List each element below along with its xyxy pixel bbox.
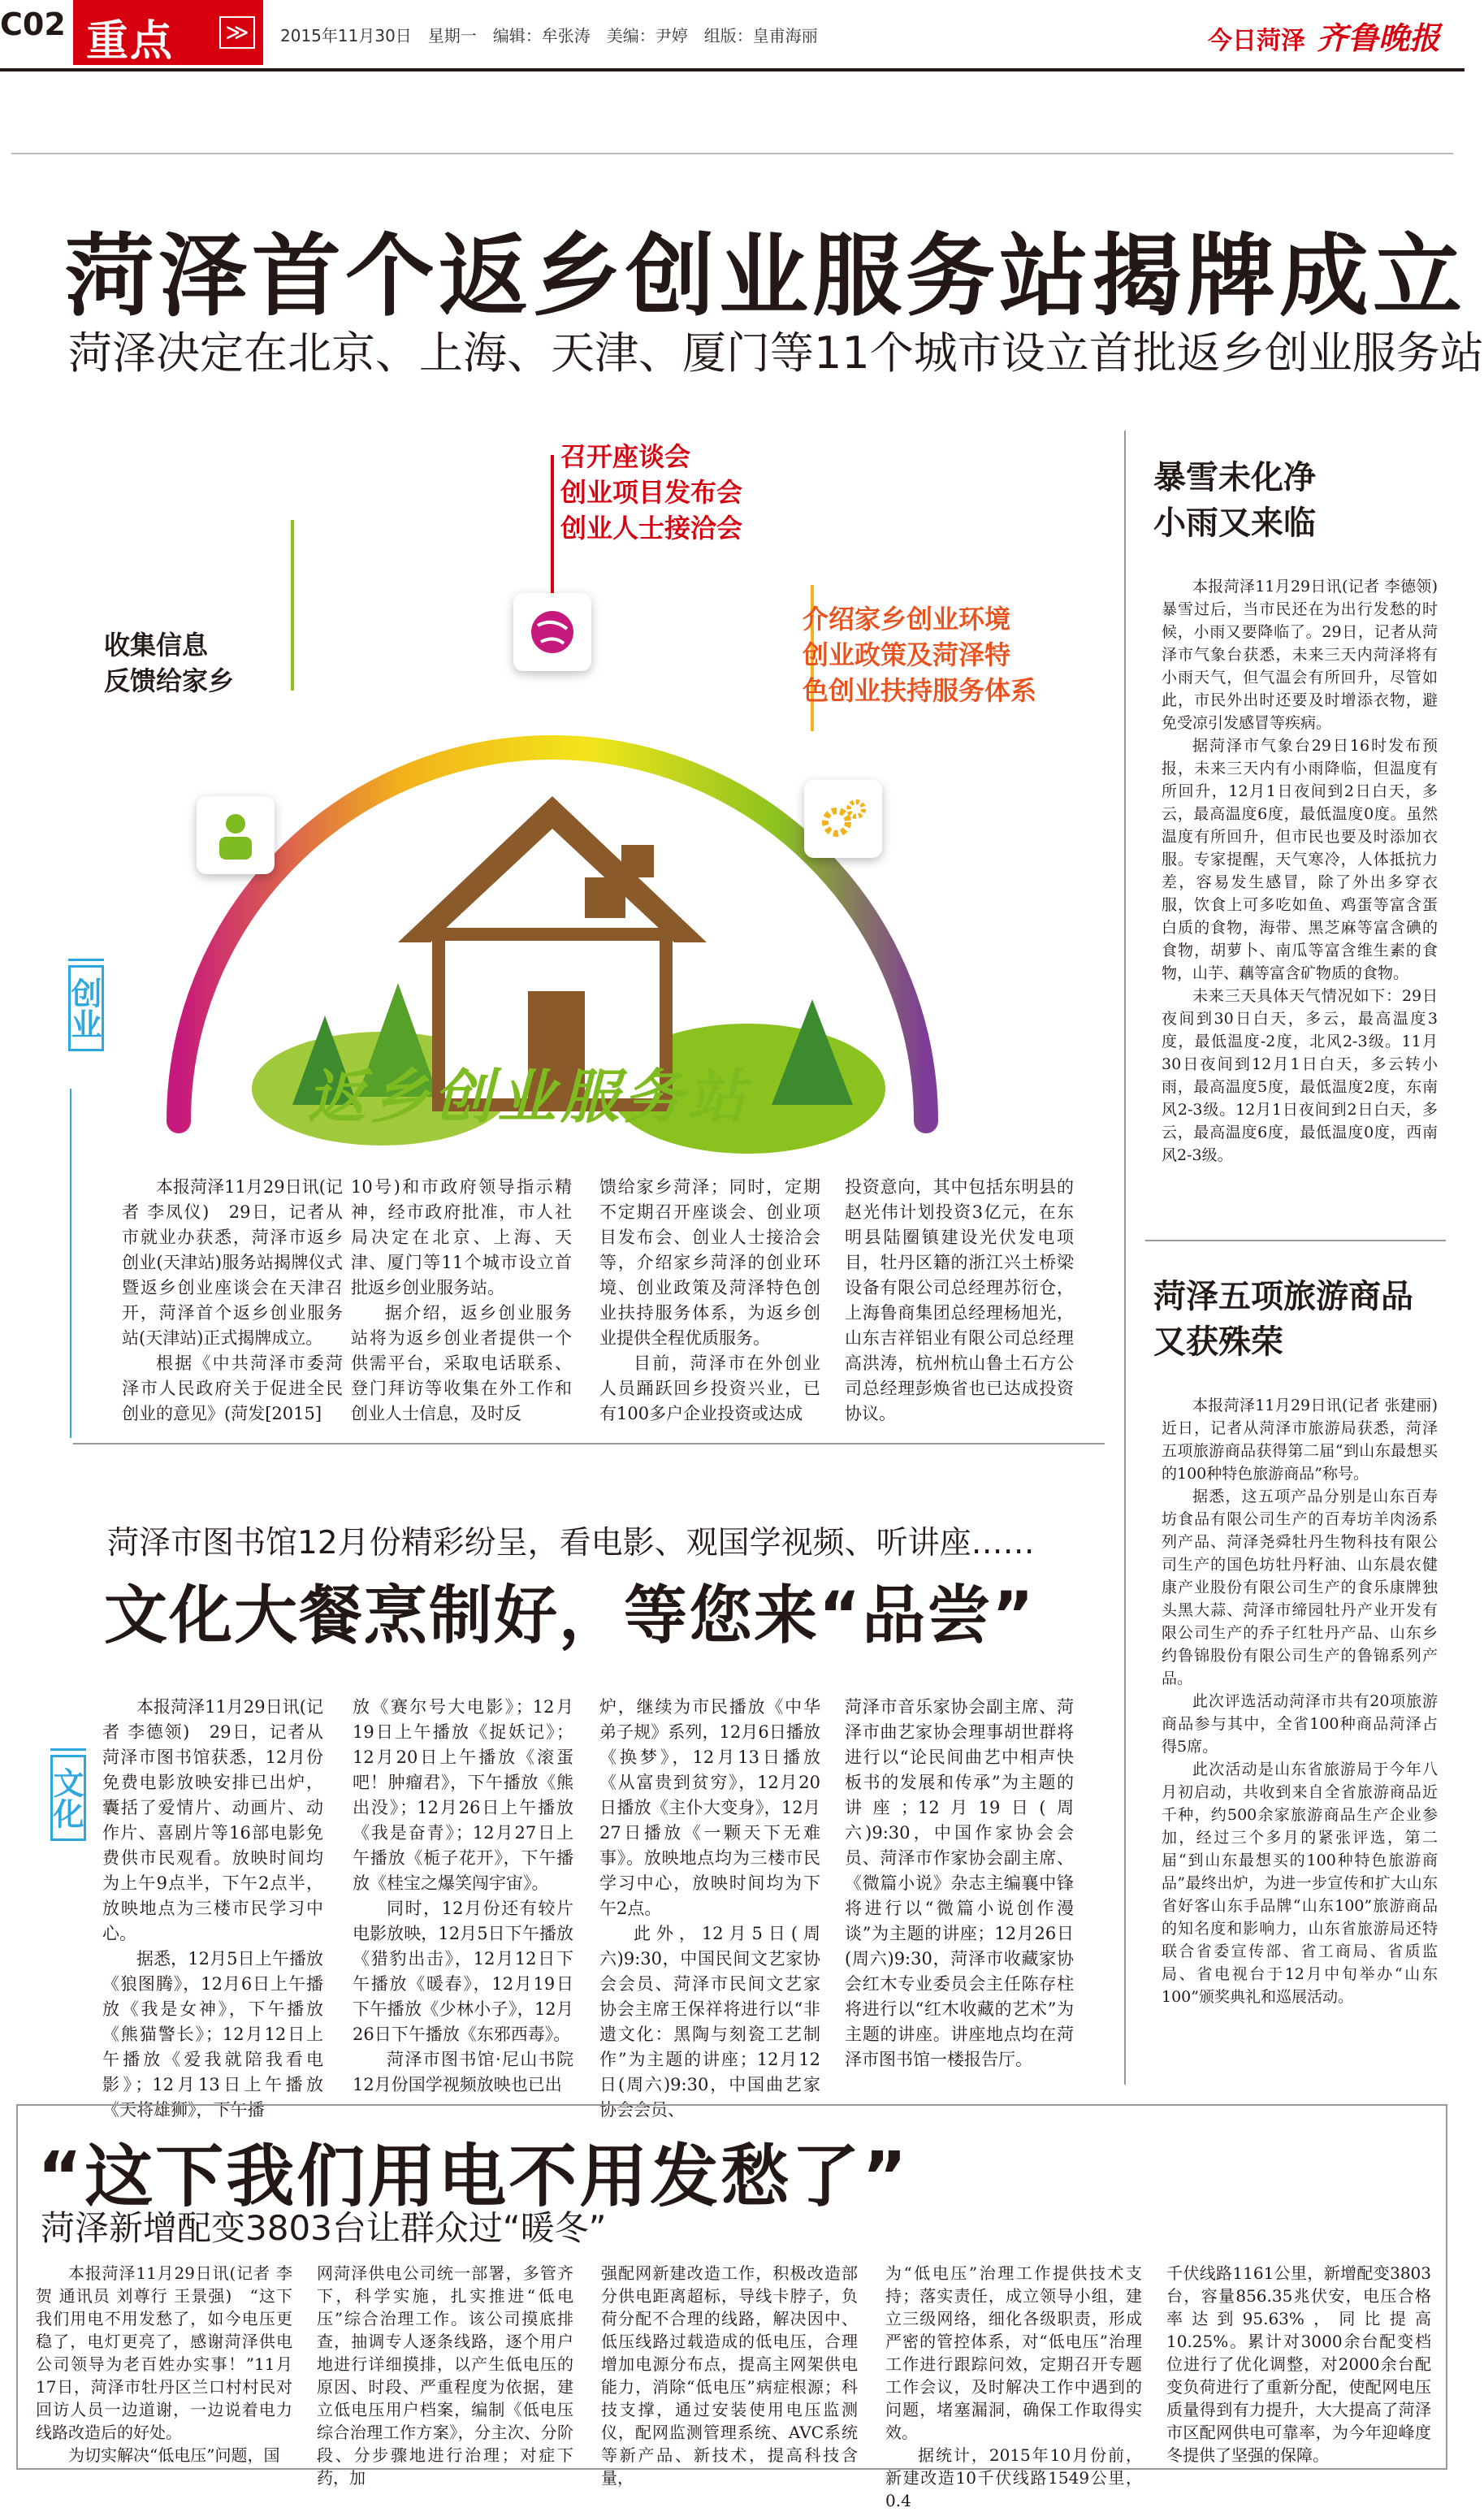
header-info: 2015年11月30日 星期一 编辑：牟张涛 美编：尹婷 组版：皇甫海丽 xyxy=(280,26,818,45)
culture-c2-p2: 同时，12月份还有较片电影放映，12月5日下午播放《猎豹出击》，12月12日下午播放《暖春》，12月19日下午播放《少林小子》，12月26日下午播放《东邪西毒》。 xyxy=(353,1899,573,2044)
culture-column-1 xyxy=(102,1695,323,2123)
graphic-left-text: 收集信息 反馈给家乡 xyxy=(104,630,235,696)
tourism-p3: 此次评选活动菏泽市共有20项旅游商品参与其中，全省100种商品菏泽占得5席。 xyxy=(1162,1692,1438,1756)
globe-icon xyxy=(513,593,591,671)
electric-headline: “这下我们用电不用发愁了” xyxy=(37,2137,910,2216)
lead-column-4 xyxy=(845,1175,1074,1427)
section-label-wenhua: 文化 xyxy=(50,1755,86,1841)
lead-subhead: 菏泽决定在北京、上海、天津、厦门等11个城市设立首批返乡创业服务站 xyxy=(68,327,1484,379)
culture-column-4 xyxy=(845,1695,1074,2072)
header-rule xyxy=(0,68,1465,71)
electric-subhead: 菏泽新增配变3803台让群众过“暖冬” xyxy=(41,2208,607,2248)
lead-c4-p1: 投资意向，其中包括东明县的赵光伟计划投资3亿元，在东明县陆圈镇建设光伏发电项目，牡丹区籍的浙江兴土桥梁设备有限公司总经理苏衍仓，上海鲁商集团总经理杨旭光，山东吉祥铝业有限公司总经理高洪涛，杭州杭山鲁土石方公司总经理彭焕省也已达成投资协议。 xyxy=(845,1177,1074,1423)
tourism-body xyxy=(1162,1394,1454,2008)
electric-column-4 xyxy=(885,2262,1142,2512)
culture-c2-p1: 放《赛尔号大电影》；12月19日上午播放《捉妖记》；12月20日上午播放《滚蛋吧！肿瘤君》，下午播放《熊出没》；12月26日上午播放《我是奋青》；12月27日上午播放《栀子花开》，下午播放《桂宝之爆笑闯宇宙》。 xyxy=(353,1697,573,1893)
weather-p2: 据菏泽市气象台29日16时发布预报，未来三天内有小雨降临，但温度有所回升，12月1日夜间到2日白天，多云，最高温度6度，最低温度0度。虽然温度有所回升，但市民也要及时添加衣服。专家提醒，天气寒冷，人体抵抗力差，容易发生感冒，除了外出多穿衣服，饮食上可多吃如鱼、鸡蛋等富含蛋白质的食物，海带、黑芝麻等富含碘的食物，胡萝卜、南瓜等富含维生素的食物，山芋、藕等富含矿物质的食物。 xyxy=(1162,737,1438,982)
culture-c2-p3: 菏泽市图书馆·尼山书院12月份国学视频放映也已出 xyxy=(353,2050,573,2094)
culture-section-marker xyxy=(50,1755,86,1841)
weather-body xyxy=(1162,575,1454,1167)
tourism-p4: 此次活动是山东省旅游局于今年八月初启动，共收到来自全省旅游商品近千种，约500余家旅游商品生产企业参加，经过三个多月的紧张评选，第二届“到山东最想买的100种特色旅游商品”最终出炉，为进一步宣传和扩大山东省好客山东手品牌“山东100”旅游商品的知名度和影响力，山东省旅游局还特联合省委宣传部、省工商局、省质监局、省电视台于12月中旬举办“山东100”颁奖典礼和巡展活动。 xyxy=(1162,1761,1438,2006)
culture-c1-p1: 本报菏泽11月29日讯(记者 李德领) 29日，记者从菏泽市图书馆获悉，12月份免费电影放映安排已出炉，囊括了爱情片、动画片、动作片、喜剧片等16部电影免费供市民观看。放映时间均为上午9点半，下午2点半，放映地点为三楼市民学习中心。 xyxy=(102,1697,323,1943)
culture-c3-p1: 炉，继续为市民播放《中华弟子规》系列，12月6日播放《换梦》，12月13日播放《从富贵到贫穷》，12月20日播放《主仆大变身》，12月27日播放《一颗天下无难事》。放映地点均为三楼市民学习中心，放映时间均为下午2点。 xyxy=(599,1697,820,1918)
culture-c3-p2: 此外，12月5日(周六)9:30，中国民间文艺家协会会员、菏泽市民间文艺家协会主席王保祥将进行以“非遗文化：黑陶与刻瓷工艺制作”为主题的讲座；12月12日(周六)9:30，中国曲艺家协会会员、 xyxy=(599,1924,820,2120)
culture-c1-p2: 据悉，12月5日上午播放《狼图腾》，12月6日上午播放《我是女神》，下午播放《熊猫警长》；12月12日上午播放《爱我就陪我看电影》；12月13日上午播放《天将雄狮》，下午播 xyxy=(102,1949,323,2120)
globe-icon-box xyxy=(513,593,591,671)
person-icon xyxy=(197,796,275,874)
culture-c4-p1: 菏泽市音乐家协会副主席、菏泽市曲艺家协会理事胡世群将进行以“论民间曲艺中相声快板书的发展和传承”为主题的讲座；12月19日(周六)9:30，中国作家协会会员、菏泽市作家协会副主席、《微篇小说》杂志主编襄中锋将进行以“微篇小说创作漫谈”为主题的讲座；12月26日(周六)9:30，菏泽市收藏家协会红木专业委员会主任陈存柱将进行以“红木收藏的艺术”为主题的讲座。讲座地点均在菏泽市图书馆一楼报告厅。 xyxy=(845,1697,1074,2069)
section-label-chuangye: 创业 xyxy=(68,965,104,1051)
electric-c1-p2: 为切实解决“低电压”问题，国 xyxy=(68,2445,280,2465)
gears-icon xyxy=(804,780,882,858)
lead-c1-p1: 本报菏泽11月29日讯(记者 李凤仪) 29日，记者从市就业办获悉，菏泽市返乡创业(天津站)服务站揭牌仪式暨返乡创业座谈会在天津召开，菏泽首个返乡创业服务站(天津站)正式揭牌成立。 xyxy=(122,1177,343,1348)
culture-headline: 文化大餐烹制好，等您来“品尝” xyxy=(104,1579,1036,1652)
electric-column-2 xyxy=(317,2262,573,2489)
weather-title: 暴雪未化净 小雨又来临 xyxy=(1153,459,1316,542)
graphic-right-text: 介绍家乡创业环境 创业政策及菏泽特 色创业扶持服务体系 xyxy=(803,604,1037,706)
lead-blue-rule xyxy=(70,1089,71,1438)
lead-column-2 xyxy=(351,1175,572,1427)
lead-column-3 xyxy=(599,1175,820,1427)
weather-bottom-rule xyxy=(1145,1240,1446,1241)
lead-c3-p1: 馈给家乡菏泽；同时，定期不定期召开座谈会、创业项目发布会、创业人士接洽会等，介绍家乡菏泽的创业环境、创业政策及菏泽特色创业扶持服务体系，为返乡创业提供全程优质服务。 xyxy=(599,1177,820,1348)
brand-name: 今日菏泽 xyxy=(1207,27,1305,55)
graphic-top-text: 召开座谈会 创业项目发布会 创业人士接洽会 xyxy=(560,441,743,544)
electric-column-1 xyxy=(36,2262,292,2467)
culture-column-3 xyxy=(599,1695,820,2123)
lead-headline: 菏泽首个返乡创业服务站揭牌成立 xyxy=(65,224,1466,328)
graphic-center-title: 返乡创业服务站 xyxy=(307,1063,751,1131)
paper-logo: 齐鲁晚报 xyxy=(1316,19,1440,56)
electric-column-3 xyxy=(601,2262,858,2489)
tourism-p2: 据悉，这五项产品分别是山东百寿坊食品有限公司生产的百寿坊羊肉汤系列产品、菏泽尧舜牡丹生物科技有限公司生产的国色坊牡丹籽油、山东晨农健康产业股份有限公司生产的食乐康牌独头黑大蒜、菏泽市缔园牡丹产业开发有限公司生产的乔子红牡丹产品、山东乡约鲁锦股份有限公司生产的鲁锦系列产品。 xyxy=(1162,1488,1438,1687)
gears-icon-box xyxy=(804,780,882,858)
electric-c3-p1: 强配网新建改造工作，积极改造部分供电距离超标，导线卡脖子，负荷分配不合理的线路，解决因中、低压线路过载造成的低电压，合理增加电源分布点，提高主网架供电能力，消除“低电压”病症根源；科技支撑，通过安装使用电压监测仪，配网监测管理系统、AVC系统等新产品、新技术，提高科技含量， xyxy=(601,2263,858,2488)
culture-subtitle: 菏泽市图书馆12月份精彩纷呈，看电影、观国学视频、听讲座…… xyxy=(107,1525,1035,1561)
sidebar-divider xyxy=(1124,431,1126,2085)
page-number: C02 xyxy=(0,6,66,42)
electric-c5-p1: 千伏线路1161公里，新增配变3803台，容量856.35兆伏安，电压合格率达到95.63%，同比提高10.25%。累计对3000余台配变档位进行了优化调整，对2000余台配变负荷进行了重新分配，使配网电压质量得到有力提升，大大提高了菏泽市区配网供电可靠率，为今年迎峰度冬提供了坚强的保障。 xyxy=(1166,2263,1431,2465)
marker-line-top xyxy=(68,959,104,961)
culture-column-2 xyxy=(353,1695,573,2098)
lead-c2-p2: 据介绍，返乡创业服务站将为返乡创业者提供一个供需平台，采取电话联系、登门拜访等收集在外工作和创业人士信息，及时反 xyxy=(351,1303,572,1423)
electric-column-5 xyxy=(1166,2262,1431,2467)
header-rule-thin xyxy=(11,153,1453,154)
section-arrow-icon: ≫ xyxy=(219,16,255,49)
lead-c2-p1: 10号)和市政府领导指示精神，经市政府批准，市人社局决定在北京、上海、天津、厦门等11个城市设立首批返乡创业服务站。 xyxy=(351,1177,572,1297)
electric-c2-p1: 网菏泽供电公司统一部署，多管齐下，科学实施，扎实推进“低电压”综合治理工作。该公司摸底排查，抽调专人逐条线路，逐个用户地进行详细摸排，以产生低电压的原因、时段、严重程度为依据，建立低电压用户档案，编制《低电压综合治理工作方案》，分主次、分阶段、分步骤地进行治理；对症下药，加 xyxy=(317,2263,573,2488)
lead-c3-p2: 目前，菏泽市在外创业人员踊跃回乡投资兴业，已有100多户企业投资或达成 xyxy=(599,1353,820,1423)
electric-c4-p2: 据统计，2015年10月份前，新建改造10千伏线路1549公里，0.4 xyxy=(885,2445,1142,2510)
lead-section-marker xyxy=(68,965,104,1051)
brand-block xyxy=(1208,13,1440,58)
section-badge xyxy=(73,0,263,65)
tourism-title: 菏泽五项旅游商品 又获殊荣 xyxy=(1153,1278,1413,1361)
electric-c1-p1: 本报菏泽11月29日讯(记者 李贺 通讯员 刘尊行 王景强) “这下我们用电不用发愁了，如今电压更稳了，电灯更亮了，感谢菏泽供电公司领导为老百姓办实事！”11月17日，菏泽市牡丹区兰口村村民对回访人员一边道谢，一边说着电力线路改造后的好处。 xyxy=(36,2263,292,2442)
person-icon-box xyxy=(197,796,275,874)
weather-p3: 未来三天具体天气情况如下：29日夜间到30日白天，多云，最高温度3度，最低温度-2度，北风2-3级。11月30日夜间到12月1日白天，多云转小雨，最高温度5度，最低温度2度，东南风2-3级。12月1日夜间到2日白天，多云，最高温度6度，最低温度0度，西南风2-3级。 xyxy=(1162,987,1438,1164)
electric-c4-p1: 为“低电压”治理工作提供技术支持；落实责任，成立领导小组，建立三级网络，细化各级职责，形成严密的管控体系，对“低电压”治理工作进行跟踪问效，定期召开专题工作会议，及时解决工作中遇到的问题，堵塞漏洞，确保工作取得实效。 xyxy=(885,2263,1142,2442)
tourism-p1: 本报菏泽11月29日讯(记者 张建丽) 近日，记者从菏泽市旅游局获悉，菏泽五项旅游商品获得第二届“到山东最想买的100种特色旅游商品”称号。 xyxy=(1162,1397,1454,1483)
weather-p1: 本报菏泽11月29日讯(记者 李德领) 暴雪过后，当市民还在为出行发愁的时候，小雨又要降临了。29日，记者从菏泽市气象台获悉，未来三天内菏泽将有小雨天气，但气温会有所回升，尽管如此，市民外出时还要及时增添衣物，避免受凉引发感冒等疾病。 xyxy=(1162,578,1454,732)
section-title: 重点 xyxy=(86,17,175,66)
culture-marker-line xyxy=(50,1748,86,1751)
lead-column-1 xyxy=(122,1175,343,1427)
lead-bottom-rule xyxy=(73,1443,1105,1444)
lead-c1-p2: 根据《中共菏泽市委菏泽市人民政府关于促进全民创业的意见》(菏发[2015] xyxy=(122,1353,343,1423)
